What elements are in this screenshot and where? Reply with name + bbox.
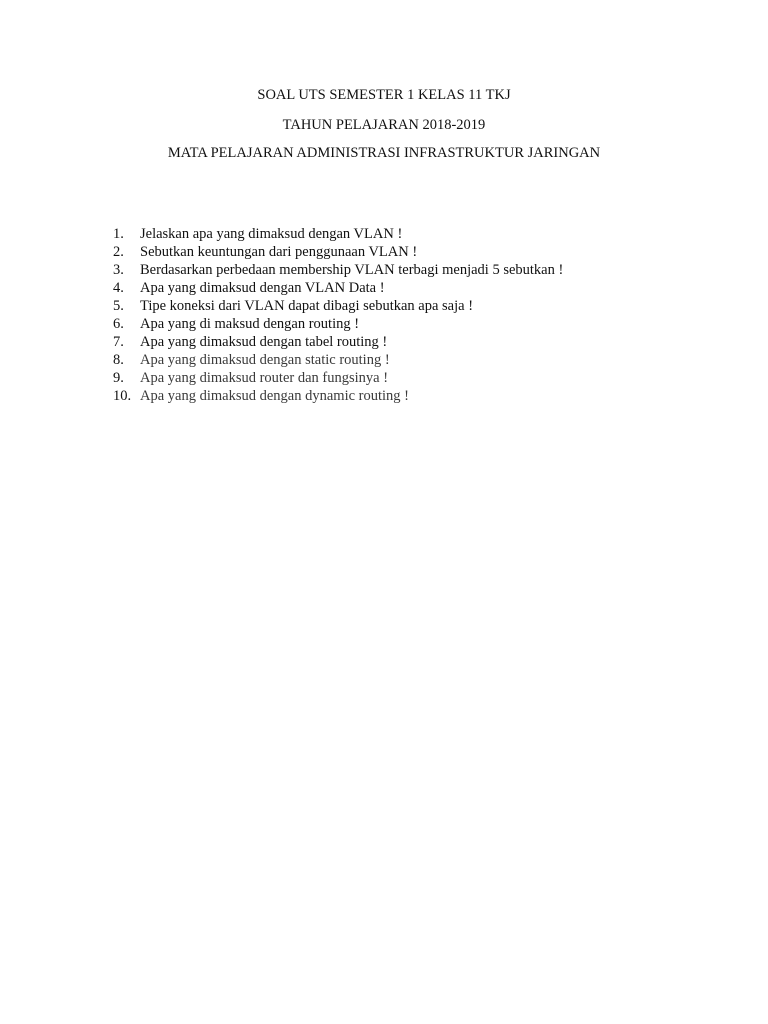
exam-title: SOAL UTS SEMESTER 1 KELAS 11 TKJ xyxy=(257,87,511,103)
question-item xyxy=(113,279,673,297)
question-number: 10. xyxy=(113,388,132,404)
question-number: 9. xyxy=(113,370,124,386)
question-number: 6. xyxy=(113,316,124,332)
question-item xyxy=(113,351,673,369)
question-item xyxy=(113,243,673,261)
question-text: Apa yang dimaksud dengan dynamic routing ! xyxy=(140,388,409,404)
question-item xyxy=(113,333,673,351)
question-item xyxy=(113,225,673,243)
question-number: 2. xyxy=(113,244,124,260)
question-text: Apa yang di maksud dengan routing ! xyxy=(140,316,360,332)
question-number: 1. xyxy=(113,226,124,242)
question-number: 4. xyxy=(113,280,124,296)
question-item xyxy=(113,387,673,405)
academic-year: TAHUN PELAJARAN 2018-2019 xyxy=(282,117,486,133)
question-item xyxy=(113,261,673,279)
question-text: Apa yang dimaksud dengan tabel routing ! xyxy=(140,334,388,350)
question-text: Tipe koneksi dari VLAN dapat dibagi sebutkan apa saja ! xyxy=(140,298,474,314)
question-number: 7. xyxy=(113,334,124,350)
subject-title: MATA PELAJARAN ADMINISTRASI INFRASTRUKTUR JARINGAN xyxy=(167,145,601,161)
question-text: Apa yang dimaksud dengan VLAN Data ! xyxy=(140,280,385,296)
question-item xyxy=(113,315,673,333)
question-item xyxy=(113,297,673,315)
question-text: Apa yang dimaksud router dan fungsinya ! xyxy=(140,370,389,386)
question-list xyxy=(113,225,673,405)
question-text: Apa yang dimaksud dengan static routing ! xyxy=(140,352,390,368)
question-item xyxy=(113,369,673,387)
question-text: Berdasarkan perbedaan membership VLAN terbagi menjadi 5 sebutkan ! xyxy=(140,262,564,278)
question-text: Jelaskan apa yang dimaksud dengan VLAN ! xyxy=(140,226,403,242)
question-number: 8. xyxy=(113,352,124,368)
question-text: Sebutkan keuntungan dari penggunaan VLAN ! xyxy=(140,244,418,260)
question-number: 5. xyxy=(113,298,124,314)
question-number: 3. xyxy=(113,262,124,278)
